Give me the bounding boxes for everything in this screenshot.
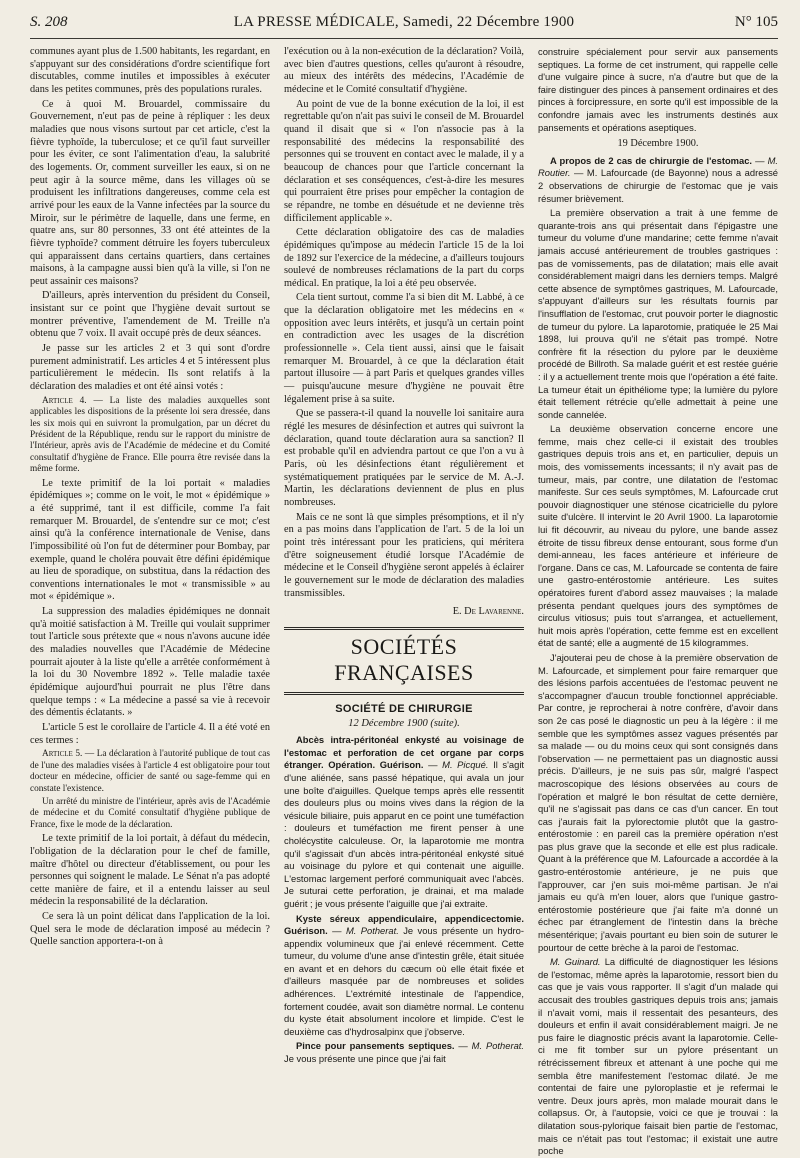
- text-columns: [30, 46, 780, 1157]
- paragraph: La suppression des maladies épidémiques ne donnait qu'à moitié satisfaction à M. Treille qui voulait supprimer tout l'article sous prétexte que « nous n'avons aucune idée des maladies nouvelles que l'Académie de Médecine pourrait ajouter à la liste qu'elle a arrêtée conformément à la loi du 30 Novembre 1892 ». Telle maladie taxée épidémique aujourd'hui pourrait ne plus l'être dans quelque temps : « La médecine a passé sa vie à recevoir des démentis éclatants. »: [30, 606, 270, 719]
- communication-text: La difficulté de diagnostiquer les lésions de l'estomac, même après la laparotomie, ressort bien du cas que je vais vous rapporter. Il s'agit d'un malade qui accusait des troubles gastriques depuis trois ans; jamais il n'avait vomi, mais il ressentait des pesanteurs, des douleurs et enfin il avait considérablement maigri. Je ne pus faire le diagnostic précis avant la laparotomie. Celle-ci me fit tomber sur un pylore présentant un rétrécissement fibreux et attenant à une poche qui me sembla être manifestement l'estomac dilaté. Je me contentai de faire une pyloroplastie et je refermai le ventre. Deux jours après, mon malade mourait dans le collapsus. Or, à l'autopsie, voici ce que je trouvai : la dilatation sous-pylorique faisait bien partie de l'estomac, mais ce n'était pas tout l'estomac; il existait une autre poche: [538, 956, 778, 1157]
- communication-author: — M. Potherat.: [458, 1040, 525, 1052]
- communication-title: Kyste séreux appendiculaire, appendicectomie. Guérison.: [284, 912, 524, 937]
- communication-author: — M. Routier.: [538, 154, 778, 179]
- article-text: — La déclaration à l'autorité publique de tout cas de l'une des maladies visées à l'article 4 est obligatoire pour tout docteur en médecine, officier de santé ou sage-femme qui en constate l'existence.: [30, 749, 270, 794]
- paragraph: construire spécialement pour servir aux pansements septiques. La forme de cet instrument, qui rappelle celle d'une vulgaire pince à sucre, n'a d'autre but que de la faire distinguer des pinces à pansement ordinaires et des pinces à forcipressure, en sorte qu'il est impossible de la confondre jamais avec les instruments destinés aux pansements et opérations aseptiques.: [538, 46, 778, 133]
- section-divider: [284, 692, 524, 695]
- communication-title: A propos de 2 cas de chirurgie de l'estomac.: [550, 154, 753, 166]
- journal-title: LA PRESSE MÉDICALE, Samedi, 22 Décembre 1900: [233, 14, 575, 30]
- communication-author: — M. Potherat.: [332, 925, 399, 937]
- paragraph: Que se passera-t-il quand la nouvelle loi sanitaire aura réglé les mesures de désinfection et autres qui suivront la déclaration, quand toute déclaration aura sa sanction? Il est probable qu'il en adviendra partout ce que l'on a vu à Paris, où les désinfections étant régulièrement et systématiquement pratiquées par le service de M. A.-J. Martin, les déclarations deviennent de plus en plus nombreuses.: [284, 408, 524, 508]
- page-number: S. 208: [30, 14, 68, 30]
- article-label: Article 4.: [42, 395, 87, 406]
- paragraph: Au point de vue de la bonne exécution de la loi, il est regrettable qu'on n'ait pas suivi le conseil de M. Brouardel quand il disait que si « l'on n'associe pas à la responsabilité des médecins la responsabilité des personnes qui se trouvent en contact avec le malade, il y a beaucoup de chances pour que l'article concernant la déclaration et ses conséquences, c'est-à-dire les mesures qui pourraient être prises pour empêcher la contagion de se répandre, ne tombe en désuétude et ne devienne très difficilement applicable ».: [284, 98, 524, 224]
- paragraph: Je passe sur les articles 2 et 3 qui sont d'ordre purement administratif. Les articles 4 et 5 intéressent plus particulièrement le médecin. Ils sont relatifs à la déclaration des maladies et ont été ainsi votés :: [30, 343, 270, 393]
- communication-3: [284, 1040, 524, 1065]
- paragraph: communes ayant plus de 1.500 habitants, les regardant, en s'appuyant sur des considérations d'ordre scientifique fort discutables, comme inutiles et impossibles à exécuter dans les petites communes, près des populations rurales.: [30, 46, 270, 95]
- session-date: 19 Décembre 1900.: [617, 138, 699, 150]
- issue-number: N° 105: [734, 14, 778, 30]
- law-article-4: [30, 396, 270, 476]
- communication-4: [538, 155, 778, 205]
- header-rule: [30, 38, 778, 39]
- communication-author: M. Guinard.: [550, 956, 601, 968]
- communication-text: Je vous présente une pince que j'ai fait: [284, 1053, 446, 1065]
- law-article-5: [30, 749, 270, 795]
- column-2: [284, 46, 524, 1134]
- paragraph: La deuxième observation concerne encore une femme, mais chez celle-ci il existait des troubles gastriques depuis trois ans et, en particulier, depuis un mois, des vomissements incessants; il n'y avait pas de tumeur, mais, par contre, une dilatation de l'estomac manifeste. Sur ces seuls symptômes, M. Lafourcade crut pouvoir diagnostiquer une sténose cicatricielle du pylore suite d'ulcère. Il intervint le 20 Avril 1900. La laparotomie lui fit découvrir, au niveau du pylore, une bande assez étroite de tissu fibreux dense entourant, sous forme d'un demi-anneau, les faces antérieure et inférieure de l'organe. Dans ce cas, M. Lafourcade se contenta de faire une gastro-entérostomie antérieure. Les suites opératoires furent d'abord assez mauvaises ; la malade présenta pendant quelques jours des symptômes de circulus vitiosus; puis tout s'arrangea, et actuellement, huit mois après l'opération, cette femme est en excellent état de santé; elle a augmenté de 15 kilogrammes.: [538, 423, 778, 649]
- communication-2: [284, 913, 524, 1039]
- communication-text: — M. Lafourcade (de Bayonne) nous a adressé 2 observations de chirurgie de l'estomac que je vais résumer brièvement.: [538, 167, 778, 204]
- author-signature: E. De Lavarenne.: [452, 606, 524, 618]
- paragraph: Cela tient surtout, comme l'a si bien dit M. Labbé, à ce que la déclaration obligatoire met les médecins en « opposition avec leurs intérêts, et jusqu'à un certain point en contradiction avec les usages de la discrétion professionnelle ». Cela tient aussi, ainsi que le faisait remarquer M. Brouardel, à ce que la déclaration était partout illusoire — à part Paris et quelques grandes villes — puisqu'aucune mesure d'hygiène ne pouvait être légalement prise à sa suite.: [284, 292, 524, 405]
- section-divider: [284, 627, 524, 630]
- paragraph: Le texte primitif de la loi portait, à défaut du médecin, l'obligation de la déclaration pour le chef de famille, maître d'hôtel ou directeur d'établissement, ou pour les personnes qui soignent le malade. Le Sénat n'a pas adopté cette manière de faire, et il a entendu laisser au seul médecin la responsabilité de la déclaration.: [30, 833, 270, 908]
- paragraph: Le texte primitif de la loi portait « maladies épidémiques »; comme on le voit, le mot « épidémique » a été supprimé, tant il est difficile, comme l'a fait remarquer M. Brouardel, de s'entendre sur ce mot; c'est ainsi qu'à la conférence internationale de Venise, dans l'impossibilité où l'on fut de déterminer pour Bombay, par exemple, quand le choléra pouvait être défini épidémique au lieu de sporadique, on substitua, dans la rédaction des conventions internationales le mot « transmissible » au mot « épidémique ».: [30, 477, 270, 603]
- paragraph: Ce à quoi M. Brouardel, commissaire du Gouvernement, n'eut pas de peine à répliquer : les deux maladies que nous visons surtout par cet article, c'est la fièvre typhoïde, la tuberculose; et ce qu'il faut surveiller pour les éviter, ce sont l'alimentation d'eau, la salubrité des logements. Or, comment surveiller les eaux, si on ne peut agir à la source même, dans les villages où se produisent les infiltrations dangereuses, comme cela est arrivé pour les eaux de la Vanne infectées par la source du Miroir, sur le périmètre de laquelle, dans une ferme, en quatre ans, sur 80 personnes, 33 ont été atteintes de la fièvre typhoïde? comment détruire les foyers tuberculeux qui apparaissent dans certains quartiers, dans certaines maisons, à la campagne aussi bien qu'à la ville, si l'on ne peut assainir ces maisons?: [30, 98, 270, 287]
- communication-text: Je vous présente un hydro-appendix volumineux que j'ai enlevé récemment. Cette tumeur, du volume d'une anse d'intestin grêle, était située en avant et en dehors du cæcum où elle était fixée et d'ailleurs masquée par de nombreuses et solides adhérences. L'extrémité intestinale de l'appendice, fortement coudée, avait son diamètre normal. Le contenu du kyste était absolument incolore et limpide. C'est le deuxième cas d'hydrosalpinx que j'observe.: [284, 925, 525, 1037]
- column-1: [30, 46, 270, 1134]
- running-header: [30, 14, 778, 36]
- communication-5: [538, 956, 778, 1158]
- column-3: [538, 46, 778, 1157]
- section-title: SOCIÉTÉS FRANÇAISES: [334, 633, 474, 685]
- paragraph: l'exécution ou à la non-exécution de la déclaration? Voilà, avec bien d'autres questions, celles qu'auront à résoudre, au mieux des intérêts des médecins, l'Académie de médecine et le Comité consultatif d'hygiène.: [284, 46, 524, 95]
- communication-1: [284, 734, 524, 910]
- paragraph: Cette déclaration obligatoire des cas de maladies épidémiques qu'impose au médecin l'article 15 de la loi de 1892 sur l'exercice de la médecine, a d'ailleurs toujours soulevé de nombreuses réclamations de la part du corps médical. En pratique, la loi a été peu observée.: [284, 227, 524, 289]
- paragraph: Ce sera là un point délicat dans l'application de la loi. Quel sera le mode de déclaration imposé au médecin ? Quelle sanction apportera-t-on à: [30, 911, 270, 948]
- communication-text: Il s'agit d'une aliénée, sans passé hépatique, qui avala un jour une boîte d'aiguilles. Quelque temps après elle ressentit des douleurs plus ou moins vives dans la région de la vésicule biliaire, puis apparut en ce point une tuméfaction : douleurs et tuméfaction me firent penser à une cholécystite calculeuse. Or, la laparotomie me montra qu'il s'agissait d'un abcès intra-péritonéal enkysté situé au voisinage du pylore et qui contenait une aiguille. L'estomac largement perforé communiquait avec l'abcès. Je suturai cette perforation, je drainai, et ma malade guérit ; je vous présente l'aiguille que j'ai extraite.: [284, 759, 525, 909]
- communication-title: Abcès intra-péritonéal enkysté au voisinage de l'estomac et perforation de cet organe par corps étranger. Opération. Guérison.: [284, 734, 524, 771]
- communication-author: — M. Picqué.: [428, 759, 489, 771]
- paragraph: La première observation a trait à une femme de quarante-trois ans qui présentait dans l'épigastre une tumeur du volume d'une mandarine; cette femme n'avait jamais accusé antérieurement de troubles gastriques : pas de vomissements, pas de dilatation; mais elle avait considérablement maigri dans les derniers temps. Malgré cette absence de symptômes gastriques, M. Lafourcade, s'appuyant d'ailleurs sur les résultats fournis par l'insufflation de l'estomac, crut pouvoir porter le diagnostic de tumeur du pylore. La laparotomie, pratiquée le 25 Mai 1898, lui prouva qu'il ne s'était pas trompé. Notre confrère fit la résection du pylore par le deuxième procédé de Billroth. Sa malade guérit et est restée guérie : il y a actuellement trente mois que l'opération a été faite. La tumeur était un épithéliome type; la lumière du pylore était tellement rétrécie qu'elle admettait à peine une sonde cannelée.: [538, 207, 778, 420]
- paragraph: Mais ce ne sont là que simples présomptions, et il n'y en a pas moins dans l'application de l'art. 5 de la loi un point très intéressant pour les praticiens, qui méritera d'être soigneusement étudié lorsque l'Académie de médecine et le Conseil d'hygiène seront appelés à éclairer le gouvernement sur le mode de déclaration des maladies transmissibles.: [284, 511, 524, 599]
- communication-title: Pince pour pansements septiques.: [296, 1040, 455, 1052]
- session-date: 12 Décembre 1900 (suite).: [348, 717, 460, 729]
- paragraph: J'ajouterai peu de chose à la première observation de M. Lafourcade, et simplement pour faire remarquer que des lésions parfois accentuées de l'estomac peuvent ne s'accompagner d'aucun trouble fonctionnel appréciable. Par contre, je reprocherai à notre confrère, d'avoir dans son 2e cas posé le diagnostic un peu à la légère : il me semble que les symptômes assez vagues présentés par sa malade — ou du moins ceux qui sont consignés dans l'observation — ne permettaient pas un diagnostic aussi précis. D'ailleurs, je ne suis pas sûr, malgré l'aspect macroscopique des lésions observées au cours de l'opération et malgré le bon résultat de cette dernière, qu'il ne s'agissait pas dans ce cas d'un cancer. En tout cas j'aurais fait la pylorectomie plutôt que la gastro-entérostomie : en pareil cas la première opération n'est pas plus grave que la seconde et elle est plus radicale. Quant à la préférence que M. Lafourcade a accordée à la gastro-entérostomie antérieure, je ne puis que l'approuver, car j'en suis moi-même partisan. Je n'ai jamais eu qu'à m'en louer, alors que l'unique gastro-entérostomie postérieure que j'ai faite m'a donné un échec par étranglement de l'intestin dans la brèche mésentérique; j'avais pourtant eu bien soin de suturer le pourtour de cette brèche à la paroi de l'estomac.: [538, 651, 778, 953]
- article-label: Article 5.: [42, 749, 83, 760]
- law-article-5-cont: Un arrêté du ministre de l'intérieur, après avis de l'Académie de médecine et du Comité consultatif d'hygiène publique de France, fixe le mode de la déclaration.: [30, 796, 270, 830]
- paragraph: D'ailleurs, après intervention du président du Conseil, insistant sur ce point que l'hygiène devait surtout se montrer préventive, l'amendement de M. Treille n'a obtenu que 7 voix. Il avait occupé près de deux séances.: [30, 290, 270, 340]
- article-text: — La liste des maladies auxquelles sont applicables les dispositions de la présente loi sera dressée, dans les six mois qui en suivront la promulgation, par un décret du Président de la République, rendu sur le rapport du ministre de l'Intérieur, après avis de l'Académie de médecine et du Comité consultatif d'hygiène de France. Elle pourra être revisée dans la même forme.: [30, 395, 271, 475]
- paragraph: L'article 5 est le corollaire de l'article 4. Il a été voté en ces termes :: [30, 722, 270, 746]
- society-heading: SOCIÉTÉ DE CHIRURGIE: [335, 702, 473, 715]
